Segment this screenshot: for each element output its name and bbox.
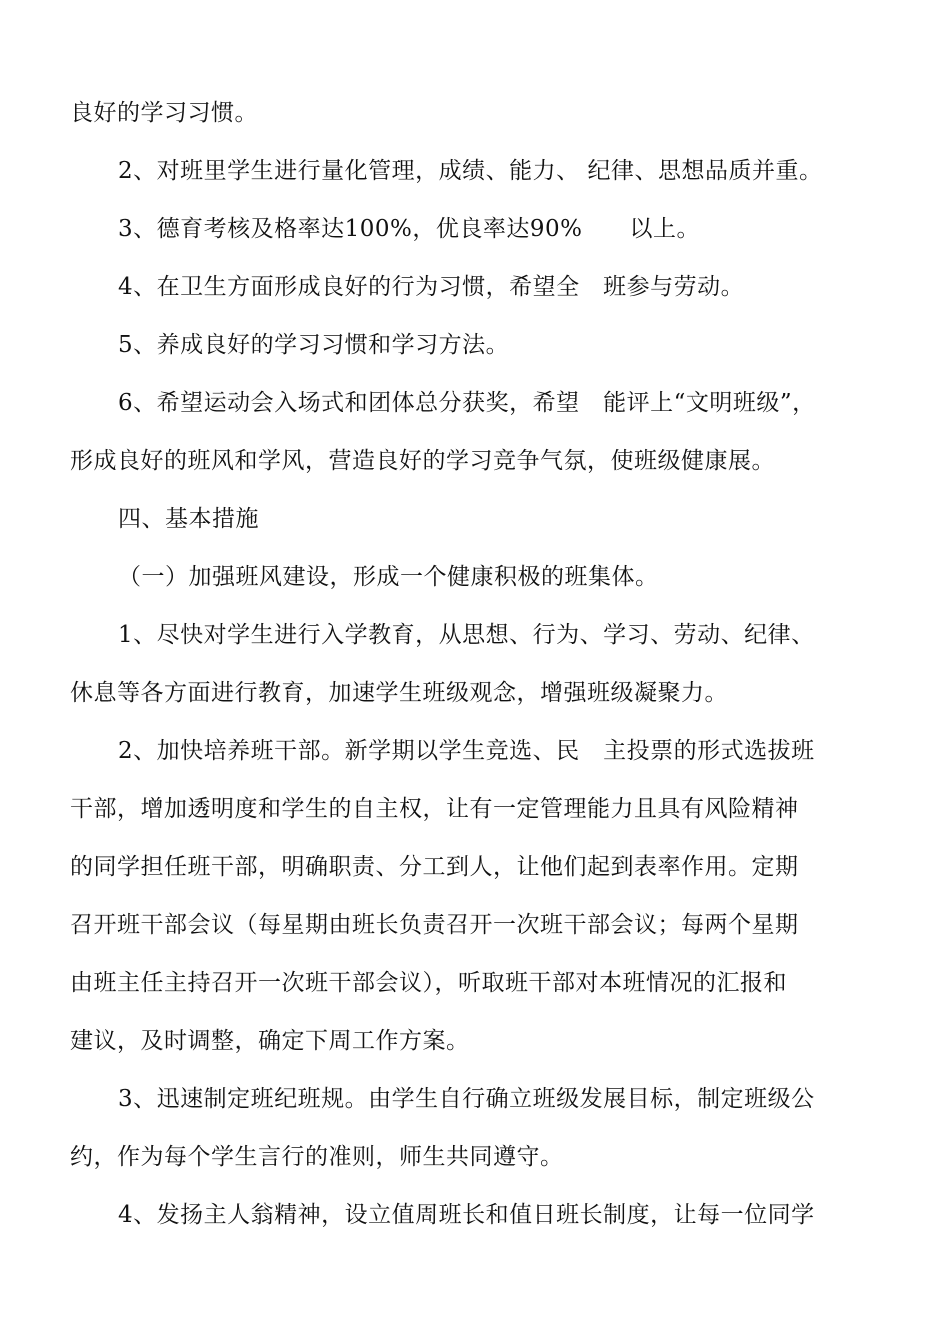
text-line: 建议，及时调整，确定下周工作方案。 [70,1028,470,1054]
subsection-heading: （一）加强班风建设，形成一个健康积极的班集体。 [118,564,659,590]
text-line: 3、迅速制定班纪班规。由学生自行确立班级发展目标，制定班级公 [118,1086,815,1112]
text-line: 2、加快培养班干部。新学期以学生竞选、民 主投票的形式选拔班 [118,738,815,764]
text-line: 形成良好的班风和学风，营造良好的学习竞争气氛，使班级健康展。 [70,448,775,474]
text-line: 4、在卫生方面形成良好的行为习惯，希望全 班参与劳动。 [118,274,745,300]
text-line: 由班主任主持召开一次班干部会议），听取班干部对本班情况的汇报和 [70,970,787,996]
text-line: 2、对班里学生进行量化管理，成绩、能力、 纪律、思想品质并重。 [118,158,823,184]
text-line: 6、希望运动会入场式和团体总分获奖，希望 能评上“文明班级”， [118,390,816,416]
text-line: 的同学担任班干部，明确职责、分工到人，让他们起到表率作用。定期 [70,854,799,880]
text-line: 良好的学习习惯。 [70,100,258,126]
text-line: 干部，增加透明度和学生的自主权，让有一定管理能力且具有风险精神 [70,796,799,822]
text-line: 5、养成良好的学习习惯和学习方法。 [118,332,510,358]
text-line: 休息等各方面进行教育，加速学生班级观念，增强班级凝聚力。 [70,680,728,706]
text-line: 1、尽快对学生进行入学教育，从思想、行为、学习、劳动、纪律、 [118,622,815,648]
section-heading: 四、基本措施 [118,506,259,532]
text-line: 约，作为每个学生言行的准则，师生共同遵守。 [70,1144,564,1170]
text-line: 召开班干部会议（每星期由班长负责召开一次班干部会议；每两个星期 [70,912,799,938]
text-line: 3、德育考核及格率达100%，优良率达90% 以上。 [118,216,701,242]
text-line: 4、发扬主人翁精神，设立值周班长和值日班长制度，让每一位同学 [118,1202,815,1228]
